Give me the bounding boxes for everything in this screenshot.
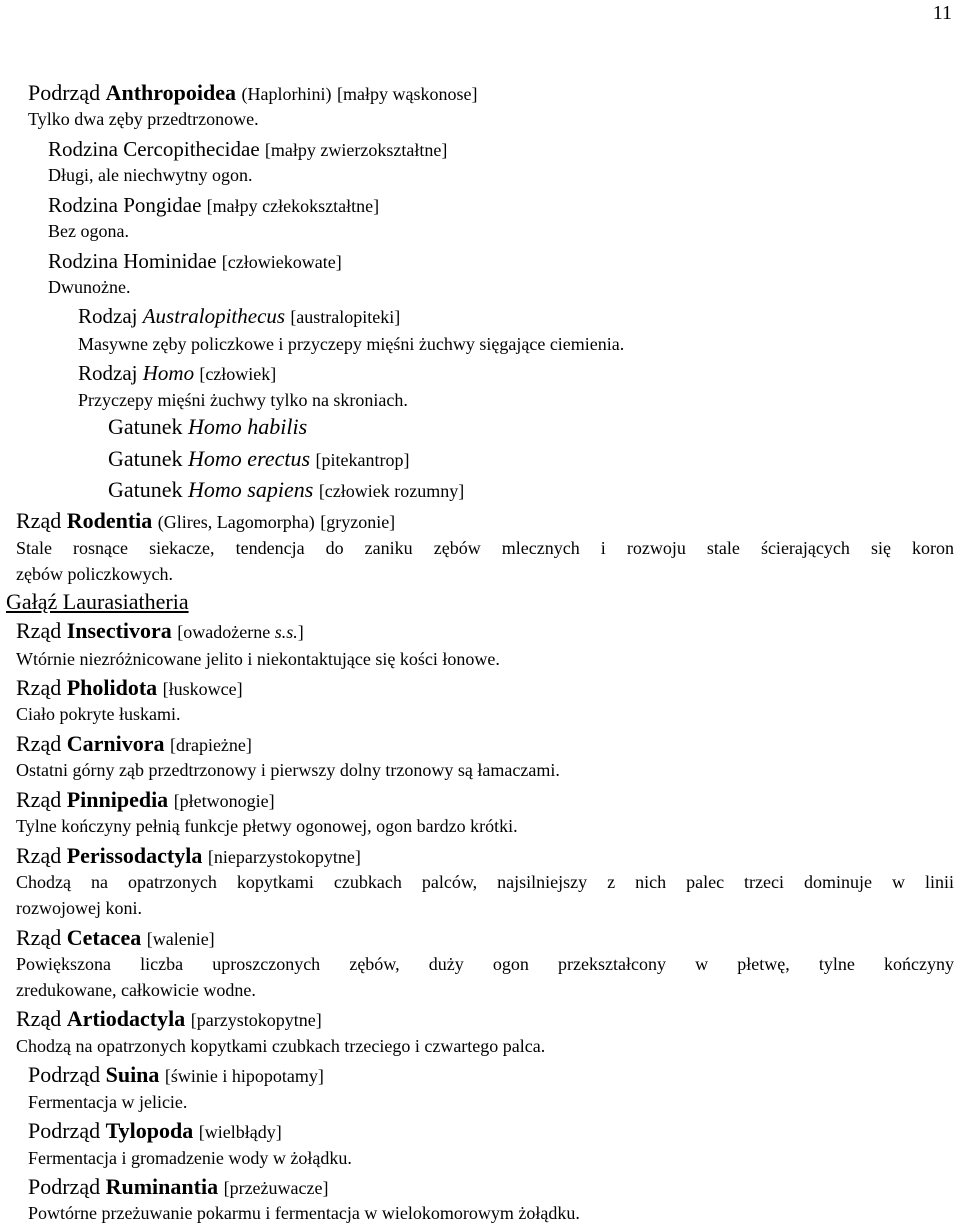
rank-label: Rząd: [16, 675, 62, 700]
taxon-common-name: [przeżuwacze]: [223, 1178, 329, 1198]
taxon-synonym: (Glires, Lagomorpha): [157, 512, 315, 532]
rank-label: Podrząd: [28, 1062, 101, 1087]
taxon-homo-habilis: [108, 414, 307, 439]
taxon-pongidae: [48, 193, 379, 217]
taxon-common-name: [wielbłądy]: [198, 1122, 282, 1142]
rank-label: Rodzina Hominidae: [48, 249, 217, 273]
rank-label: Rząd: [16, 843, 62, 868]
taxon-tylopoda: [28, 1118, 282, 1143]
taxon-common-name: [świnie i hipopotamy]: [164, 1066, 324, 1086]
taxon-insectivora: [16, 618, 304, 643]
taxon-description-continued: zredukowane, całkowicie wodne.: [16, 980, 256, 1000]
taxon-common-name: [człowiekowate]: [221, 252, 342, 272]
taxon-description: Długi, ale niechwytny ogon.: [48, 165, 253, 185]
taxon-homo-erectus: [108, 446, 410, 471]
taxon-common-name: [człowiek rozumny]: [318, 481, 465, 501]
taxon-name: Pholidota: [66, 675, 158, 700]
taxon-description: Tylko dwa zęby przedtrzonowe.: [28, 109, 259, 129]
taxon-description: Przyczepy mięśni żuchwy tylko na skroniach.: [78, 390, 408, 410]
rank-label: Rząd: [16, 1006, 62, 1031]
taxon-common-name: [pitekantrop]: [315, 450, 410, 470]
taxon-cetacea: [16, 925, 215, 950]
taxon-name: Anthropoidea: [105, 80, 236, 105]
taxon-hominidae: [48, 249, 342, 273]
taxon-common-name: [małpy zwierzokształtne]: [264, 140, 448, 160]
taxon-perissodactyla: [16, 843, 361, 868]
taxon-common-name: [walenie]: [146, 929, 215, 949]
taxon-description: Stale rosnące siekacze, tendencja do zaniku zębów mlecznych i rozwoju stale ścierających się koron: [16, 538, 954, 558]
taxon-name: Homo sapiens: [188, 477, 314, 502]
taxon-common-name: [łuskowce]: [162, 679, 243, 699]
rank-label: Gatunek: [108, 477, 183, 502]
taxon-homo-sapiens: [108, 477, 464, 502]
taxon-description: Tylne kończyny pełnią funkcje płetwy ogonowej, ogon bardzo krótki.: [16, 816, 518, 836]
taxon-common-name: [człowiek]: [199, 364, 277, 384]
rank-label: Rząd: [16, 731, 62, 756]
taxon-description: Bez ogona.: [48, 221, 129, 241]
rank-label: Podrząd: [28, 1118, 101, 1143]
rank-label: Rząd: [16, 925, 62, 950]
taxon-description: Powiększona liczba uproszczonych zębów, duży ogon przekształcony w płetwę, tylne kończyny: [16, 954, 954, 974]
taxon-name: Homo: [142, 361, 195, 385]
taxon-common-name: [australopiteki]: [290, 307, 401, 327]
taxon-common-name: [owadożerne s.s.]: [177, 622, 304, 642]
taxon-pinnipedia: [16, 787, 275, 812]
taxon-description: Wtórnie niezróżnicowane jelito i niekontaktujące się kości łonowe.: [16, 649, 500, 669]
taxon-name: Cetacea: [66, 925, 142, 950]
taxon-carnivora: [16, 731, 252, 756]
taxon-australopithecus: [78, 304, 400, 328]
taxon-common-name: [małpy człekokształtne]: [206, 196, 380, 216]
taxon-description-continued: rozwojowej koni.: [16, 898, 142, 918]
taxon-name: Perissodactyla: [66, 843, 203, 868]
taxon-common-name: [małpy wąskonose]: [336, 84, 478, 104]
taxon-pholidota: [16, 675, 243, 700]
taxon-name: Ruminantia: [105, 1174, 219, 1199]
taxon-description: Chodzą na opatrzonych kopytkami czubkach palców, najsilniejszy z nich palec trzeci dominuje w linii: [16, 872, 954, 892]
taxon-cercopithecidae: [48, 137, 447, 161]
rank-label: Podrząd: [28, 1174, 101, 1199]
taxon-description: Masywne zęby policzkowe i przyczepy mięśni żuchwy sięgające ciemienia.: [78, 334, 625, 354]
taxon-name: Artiodactyla: [66, 1006, 186, 1031]
taxon-name: Homo habilis: [188, 414, 308, 439]
section-heading-laurasiatheria: Gałąź Laurasiatheria: [6, 589, 189, 614]
taxon-anthropoidea: [28, 80, 477, 105]
taxon-synonym: (Haplorhini): [241, 84, 332, 104]
taxon-name: Tylopoda: [105, 1118, 194, 1143]
taxon-name: Homo erectus: [188, 446, 311, 471]
taxon-description: Chodzą na opatrzonych kopytkami czubkach trzeciego i czwartego palca.: [16, 1036, 546, 1056]
rank-label: Rząd: [16, 787, 62, 812]
taxon-name: Carnivora: [66, 731, 165, 756]
taxon-artiodactyla: [16, 1006, 322, 1031]
taxon-name: Rodentia: [66, 508, 153, 533]
taxon-name: Suina: [105, 1062, 160, 1087]
rank-label: Podrząd: [28, 80, 101, 105]
taxon-common-name: [drapieżne]: [169, 735, 252, 755]
taxon-name: Insectivora: [66, 618, 172, 643]
taxon-description: Dwunożne.: [48, 277, 131, 297]
taxon-description: Fermentacja w jelicie.: [28, 1092, 188, 1112]
taxon-description: Ostatni górny ząb przedtrzonowy i pierwszy dolny trzonowy są łamaczami.: [16, 760, 560, 780]
taxon-description: Ciało pokryte łuskami.: [16, 704, 181, 724]
taxon-description-continued: zębów policzkowych.: [16, 564, 173, 584]
taxon-suina: [28, 1062, 324, 1087]
rank-label: Rząd: [16, 508, 62, 533]
rank-label: Rodzaj: [78, 304, 138, 328]
rank-label: Rząd: [16, 618, 62, 643]
rank-label: Rodzaj: [78, 361, 138, 385]
taxon-common-name: [nieparzystokopytne]: [207, 847, 361, 867]
taxon-rodentia: [16, 508, 395, 533]
taxon-description: Fermentacja i gromadzenie wody w żołądku.: [28, 1148, 352, 1168]
taxon-name: Australopithecus: [142, 304, 286, 328]
rank-label: Gatunek: [108, 414, 183, 439]
rank-label: Gatunek: [108, 446, 183, 471]
taxon-name: Pinnipedia: [66, 787, 169, 812]
rank-label: Rodzina Pongidae: [48, 193, 202, 217]
taxon-common-name: [gryzonie]: [320, 512, 396, 532]
page-number: 11: [932, 2, 952, 24]
taxon-homo: [78, 361, 276, 385]
taxon-ruminantia: [28, 1174, 328, 1199]
rank-label: Rodzina Cercopithecidae: [48, 137, 260, 161]
taxon-common-name: [parzystokopytne]: [190, 1010, 322, 1030]
taxon-common-name: [płetwonogie]: [173, 791, 275, 811]
taxon-description: Powtórne przeżuwanie pokarmu i fermentacja w wielokomorowym żołądku.: [28, 1203, 580, 1223]
